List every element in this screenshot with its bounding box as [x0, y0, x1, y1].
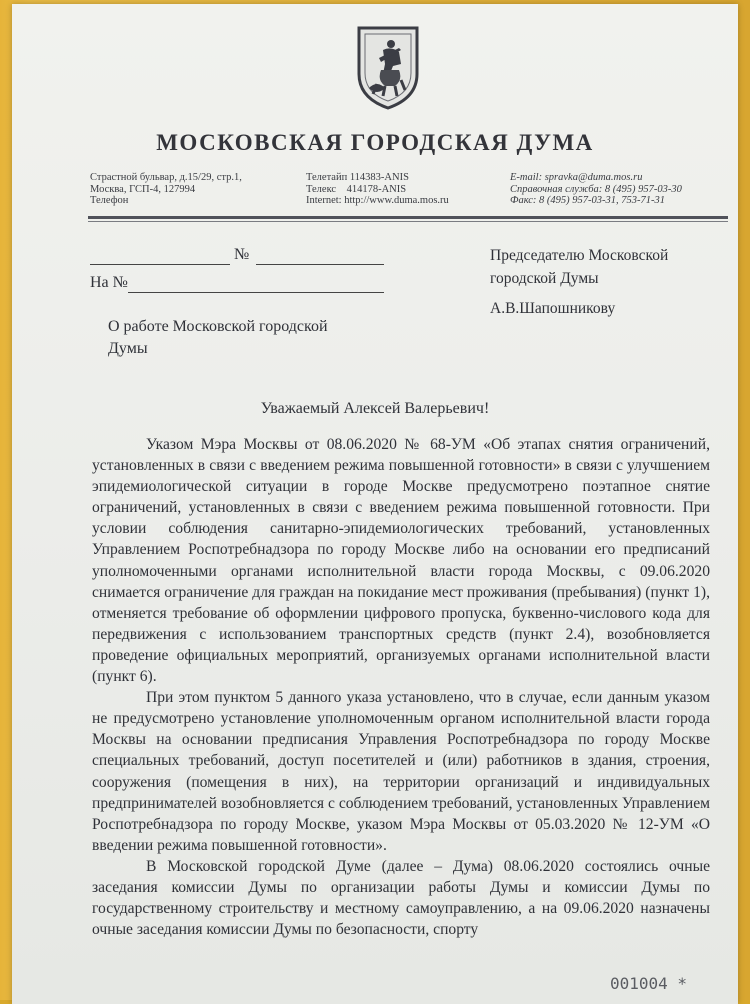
reg-ref-label: На №	[90, 274, 128, 291]
letter-sheet	[12, 4, 738, 1004]
paragraph-1: Указом Мэра Москвы от 08.06.2020 № 68-УМ «Об этапах снятия ограничений, установленных в связи с введением режима повышенной готовности» в связи с улучшением эпидемиологической ситуации в городе Москве предусмотрено поэтапное снятие ограничений, установленных в связи с введением режима повышенной готовности. При условии соблюдения санитарно-эпидемиологических требований, установленных Управлением Роспотребнадзора по городу Москве либо на основании его предписаний уполномоченными органами исполнительной власти города Москвы, с 09.06.2020 снимается ограничение для граждан на покидание мест проживания (пребывания) (пункт 1), отменяется требование об оформлении цифрового пропуска, буквенно-числового кода для передвижения с использованием транспортных средств (пункт 2.4), возобновляется проведение официальных мероприятий, организуемых органами исполнительной власти (пункт 6).	[92, 436, 710, 686]
reg-number-line	[256, 264, 384, 265]
moscow-coat-of-arms-icon	[355, 24, 421, 110]
header-rule-thin	[88, 221, 728, 222]
document-number-stamp: 001004 *	[610, 974, 688, 993]
paragraph-2: При этом пунктом 5 данного указа установлено, что в случае, если данным указом не предусмотрено установление уполномоченным органом исполнительной власти города Москвы на основании предписания Управления Роспотребнадзора по городу Москве специальных требований, доступ посетителей и (или) работников в здания, строения, сооружения (помещения в них), на территории организаций и индивидуальных предпринимателей возобновляется с соблюдением требований, установленных Управлением Роспотребнадзора по городу Москве, указом Мэра Москвы от 05.03.2020 № 12-УМ «О введении режима повышенной готовности».	[92, 689, 710, 854]
address-block: Страстной бульвар, д.15/29, стр.1, Москва, ГСП-4, 127994 Телефон	[90, 172, 242, 206]
reg-ref-line	[128, 292, 384, 293]
header-rule	[88, 216, 728, 219]
greeting: Уважаемый Алексей Валерьевич!	[260, 400, 490, 417]
paragraph-3: В Московской городской Думе (далее – Дума) 08.06.2020 состоялись очные заседания комиссии Думы по организации работы Думы и комиссии Думы по государственному строительству и местному самоуправлению, а на 09.06.2020 назначены очные заседания комиссии Думы по безопасности, спорту	[92, 857, 710, 939]
subject-block: О работе Московской городской Думы	[108, 318, 328, 357]
reg-date-line	[90, 264, 230, 265]
telecom-block: Телетайп 114383-ANIS Телекс 414178-ANIS Internet: http://www.duma.mos.ru	[306, 172, 449, 206]
contacts-block: E-mail: spravka@duma.mos.ru Справочная служба: 8 (495) 957-03-30 Факс: 8 (495) 957-03-31, 753-71-31	[510, 172, 682, 206]
letter-body	[92, 434, 710, 940]
organization-title: МОСКОВСКАЯ ГОРОДСКАЯ ДУМА	[156, 130, 594, 155]
reg-number-sign: №	[234, 246, 250, 263]
addressee-block: Председателю Московской городской Думы А.В.Шапошникову	[490, 247, 669, 317]
